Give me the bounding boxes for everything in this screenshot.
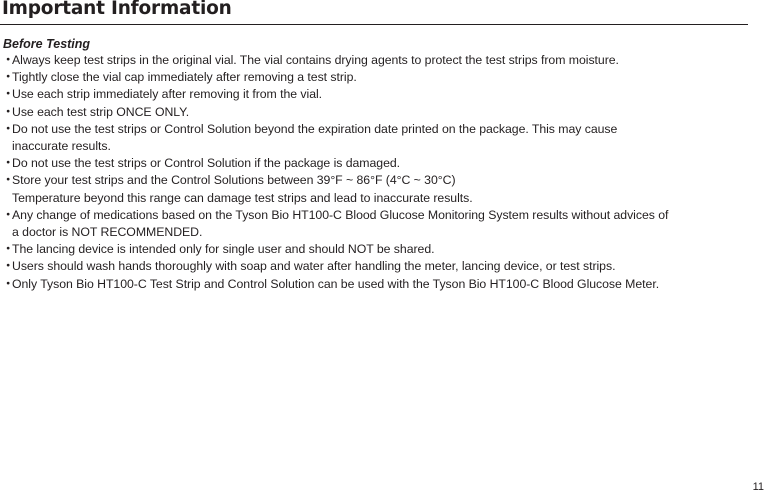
bullet-icon: ・ [2,70,15,85]
list-item-text: Temperature beyond this range can damage test strips and lead to inaccurate results. [12,190,473,205]
list-item [0,121,748,155]
list-item-text: Use each test strip ONCE ONLY. [12,104,190,119]
list-item [0,241,748,258]
list-item [0,69,748,86]
bullet-icon: ・ [2,207,15,222]
bullet-icon: ・ [2,121,15,136]
list-item [0,86,748,103]
list-item-text: Store your test strips and the Control Solutions between 39°F ~ 86°F (4°C ~ 30°C) [12,173,456,188]
bullet-icon: ・ [2,104,15,119]
bullet-icon: ・ [2,259,15,274]
list-item [0,52,748,69]
bullet-icon: ・ [2,242,15,257]
bullet-icon: ・ [2,276,15,291]
list-item [0,104,748,121]
list-item-text: The lancing device is intended only for single user and should NOT be shared. [12,242,435,257]
section-heading: Before Testing [3,37,91,51]
list-item-text: Always keep test strips in the original vial. The vial contains drying agents to protect the test strips from moisture. [12,53,619,67]
page-number: 11 [752,481,764,493]
bullet-icon: ・ [2,87,15,102]
bullet-icon: ・ [2,53,15,67]
instruction-list [0,52,748,293]
list-item-text: Use each strip immediately after removing it from the vial. [12,87,323,102]
bullet-icon: ・ [2,156,15,171]
list-item [0,207,748,241]
list-item [0,155,748,172]
page-title: Important Information [2,0,232,19]
list-item-text: Do not use the test strips or Control Solution beyond the expiration date printed on the package. This may cause [12,121,618,136]
list-item-text: Only Tyson Bio HT100-C Test Strip and Control Solution can be used with the Tyson Bio HT100-C Blood Glucose Meter. [12,276,660,291]
list-item-text: inaccurate results. [12,139,111,154]
list-item [0,276,748,293]
list-item-text: Tightly close the vial cap immediately after removing a test strip. [12,70,357,85]
list-item-text: Do not use the test strips or Control Solution if the package is damaged. [12,156,401,171]
list-item [0,172,748,206]
list-item-text: Any change of medications based on the Tyson Bio HT100-C Blood Glucose Monitoring System results without advices of [12,207,669,222]
list-item [0,258,748,275]
list-item-text: a doctor is NOT RECOMMENDED. [12,225,203,240]
list-item-text: Users should wash hands thoroughly with soap and water after handling the meter, lancing device, or test strips. [12,259,616,274]
bullet-icon: ・ [2,173,15,188]
title-divider [0,24,748,25]
